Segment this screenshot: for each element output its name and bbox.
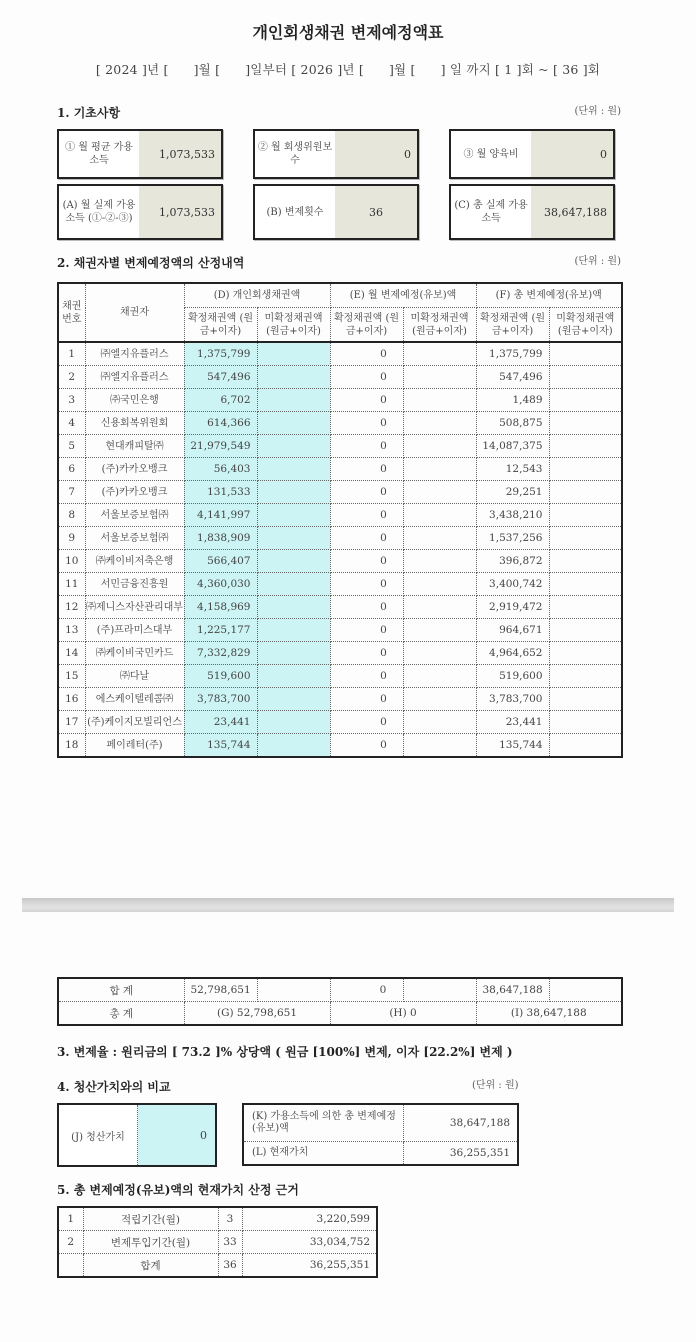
f-confirmed: 14,087,375 [476,435,549,458]
header-F: (F) 총 변제예정(유보)액 [476,283,622,308]
e-unconfirmed [403,412,476,435]
header-D-unconfirmed: 미확정채권액 (원금+이자) [257,308,330,343]
table-row [58,527,622,550]
creditor-name: 신용회복위원회 [85,412,184,435]
f-confirmed: 1,489 [476,389,549,412]
pv-no [58,1254,83,1278]
f-confirmed: 2,919,472 [476,596,549,619]
d-unconfirmed [257,435,330,458]
f-confirmed: 396,872 [476,550,549,573]
e-confirmed: 0 [330,642,403,665]
unit-label-2: (단위 : 원) [574,256,621,267]
e-unconfirmed [403,596,476,619]
f-confirmed: 3,400,742 [476,573,549,596]
header-F-unconfirmed: 미확정채권액 (원금+이자) [549,308,622,343]
f-confirmed: 135,744 [476,734,549,758]
total-I: (I) 38,647,188 [476,1002,622,1026]
f-unconfirmed [549,573,622,596]
pv-amount: 3,220,599 [242,1207,377,1231]
e-unconfirmed [403,389,476,412]
d-confirmed: 614,366 [184,412,257,435]
e-confirmed: 0 [330,481,403,504]
d-unconfirmed [257,366,330,389]
f-confirmed: 12,543 [476,458,549,481]
d-confirmed: 6,702 [184,389,257,412]
table-row [58,573,622,596]
creditor-no: 8 [58,504,85,527]
e-unconfirmed [403,458,476,481]
pv-no: 2 [58,1231,83,1254]
d-unconfirmed [257,412,330,435]
header-no-text: 채권 번호 [62,300,82,325]
creditor-table [57,282,623,758]
subtotal-d-confirmed: 52,798,651 [184,978,257,1002]
section2-heading: 2. 채권자별 변제예정액의 산정내역 [57,256,245,270]
d-unconfirmed [257,389,330,412]
creditor-name: 서민금융진흥원 [85,573,184,596]
e-unconfirmed [403,573,476,596]
child-support-value: 0 [531,131,613,177]
repayment-period: [ 2024 ]년 [ ]월 [ ]일부터 [ 2026 ]년 [ ]월 [ ] 일 까지 [ 1 ]회 ~ [ 36 ]회 [95,62,601,77]
creditor-no: 7 [58,481,85,504]
f-unconfirmed [549,342,622,366]
actual-income-box [57,184,223,240]
f-unconfirmed [549,527,622,550]
repayment-count-label: (B) 변제횟수 [266,206,324,218]
f-unconfirmed [549,688,622,711]
table-row [58,665,622,688]
f-unconfirmed [549,665,622,688]
d-confirmed: 1,838,909 [184,527,257,550]
l-value: 36,255,351 [404,1142,519,1166]
page-break-separator [22,898,674,912]
comparison-table [242,1103,519,1166]
creditor-no: 3 [58,389,85,412]
table-row [58,412,622,435]
d-unconfirmed [257,342,330,366]
creditor-no: 9 [58,527,85,550]
liquidation-value-box [57,1103,217,1167]
d-confirmed: 23,441 [184,711,257,734]
f-confirmed: 1,537,256 [476,527,549,550]
f-unconfirmed [549,458,622,481]
subtotal-d-unconfirmed [257,978,330,1002]
e-unconfirmed [403,435,476,458]
d-unconfirmed [257,458,330,481]
table-row [58,642,622,665]
d-confirmed: 135,744 [184,734,257,758]
creditor-no: 10 [58,550,85,573]
monthly-avg-income-label: ① 월 평균 가용소득 [65,142,133,166]
e-unconfirmed [403,342,476,366]
f-confirmed: 4,964,652 [476,642,549,665]
pv-no: 1 [58,1207,83,1231]
f-unconfirmed [549,412,622,435]
f-confirmed: 519,600 [476,665,549,688]
creditor-name: (주)케이지모빌리언스 [85,711,184,734]
e-unconfirmed [403,366,476,389]
e-confirmed: 0 [330,665,403,688]
total-actual-income-value: 38,647,188 [531,186,613,238]
e-unconfirmed [403,481,476,504]
e-confirmed: 0 [330,550,403,573]
d-confirmed: 3,783,700 [184,688,257,711]
f-confirmed: 29,251 [476,481,549,504]
actual-income-label: (A) 월 실제 가용소득 (①-②-③) [62,200,136,224]
totals-table [57,977,623,1026]
creditor-no: 2 [58,366,85,389]
creditor-no: 17 [58,711,85,734]
e-confirmed: 0 [330,504,403,527]
header-D-confirmed: 확정채권액 (원금+이자) [184,308,257,343]
document-title: 개인회생채권 변제예정액표 [252,23,444,42]
e-confirmed: 0 [330,734,403,758]
creditor-no: 12 [58,596,85,619]
f-unconfirmed [549,389,622,412]
d-confirmed: 56,403 [184,458,257,481]
grand-total-row [58,1002,622,1026]
e-confirmed: 0 [330,435,403,458]
f-unconfirmed [549,734,622,758]
total-actual-income-box [449,184,615,240]
creditor-name: (주)카카오뱅크 [85,458,184,481]
monthly-avg-income-box [57,129,223,179]
repayment-rate-text: 3. 변제율 : 원리금의 [ 73.2 ]% 상당액 ( 원금 [100%] 변제, 이자 [22.2%] 변제 ) [57,1045,513,1059]
e-confirmed: 0 [330,342,403,366]
d-unconfirmed [257,734,330,758]
section5-heading: 5. 총 변제예정(유보)액의 현재가치 산정 근거 [57,1183,299,1197]
e-unconfirmed [403,688,476,711]
f-unconfirmed [549,481,622,504]
d-unconfirmed [257,481,330,504]
e-confirmed: 0 [330,412,403,435]
subtotal-f-unconfirmed [549,978,622,1002]
creditor-no: 14 [58,642,85,665]
header-no [58,283,85,342]
d-confirmed: 4,141,997 [184,504,257,527]
creditor-name: ㈜케이비저축은행 [85,550,184,573]
d-unconfirmed [257,642,330,665]
subtotal-e-unconfirmed [403,978,476,1002]
pv-label: 합계 [83,1254,218,1278]
table-row [58,688,622,711]
creditor-name: ㈜엘지유플러스 [85,342,184,366]
child-support-label: ③ 월 양육비 [463,148,519,160]
actual-income-value: 1,073,533 [139,186,221,238]
d-confirmed: 4,158,969 [184,596,257,619]
subtotal-row [58,978,622,1002]
e-confirmed: 0 [330,389,403,412]
total-H: (H) 0 [330,1002,476,1026]
table-row [58,342,622,366]
e-unconfirmed [403,527,476,550]
e-confirmed: 0 [330,366,403,389]
f-confirmed: 964,671 [476,619,549,642]
table-row [58,711,622,734]
e-unconfirmed [403,642,476,665]
f-confirmed: 547,496 [476,366,549,389]
d-unconfirmed [257,527,330,550]
table-row [58,619,622,642]
unit-label-4: (단위 : 원) [472,1080,519,1091]
creditor-name: (주)프라미스대부 [85,619,184,642]
header-E-unconfirmed: 미확정채권액 (원금+이자) [403,308,476,343]
creditor-no: 15 [58,665,85,688]
l-label: (L) 현재가치 [243,1142,404,1166]
e-unconfirmed [403,550,476,573]
liquidation-value-label: (J) 청산가치 [59,1105,138,1165]
repayment-count-box [253,184,419,240]
pv-months: 36 [218,1254,242,1278]
f-unconfirmed [549,550,622,573]
d-confirmed: 7,332,829 [184,642,257,665]
unit-label-1: (단위 : 원) [574,106,621,117]
total-label: 총 계 [58,1002,184,1026]
repayment-count-value: 36 [335,186,417,238]
f-unconfirmed [549,711,622,734]
d-confirmed: 519,600 [184,665,257,688]
e-confirmed: 0 [330,688,403,711]
creditor-name: 서울보증보험㈜ [85,527,184,550]
pv-row [58,1207,377,1231]
f-confirmed: 1,375,799 [476,342,549,366]
d-unconfirmed [257,596,330,619]
f-unconfirmed [549,366,622,389]
f-unconfirmed [549,504,622,527]
d-confirmed: 1,375,799 [184,342,257,366]
d-confirmed: 4,360,030 [184,573,257,596]
pv-months: 3 [218,1207,242,1231]
e-confirmed: 0 [330,619,403,642]
monthly-avg-income-value: 1,073,533 [139,131,221,177]
e-confirmed: 0 [330,711,403,734]
pv-row [58,1231,377,1254]
d-unconfirmed [257,688,330,711]
e-unconfirmed [403,665,476,688]
subtotal-e-confirmed: 0 [330,978,403,1002]
e-confirmed: 0 [330,458,403,481]
table-row [58,596,622,619]
e-unconfirmed [403,711,476,734]
creditor-no: 16 [58,688,85,711]
total-G: (G) 52,798,651 [184,1002,330,1026]
f-unconfirmed [549,619,622,642]
d-unconfirmed [257,550,330,573]
trustee-fee-label: ② 월 회생위원보수 [257,142,333,166]
e-confirmed: 0 [330,527,403,550]
creditor-no: 11 [58,573,85,596]
d-unconfirmed [257,711,330,734]
header-F-confirmed: 확정채권액 (원금+이자) [476,308,549,343]
d-unconfirmed [257,619,330,642]
creditor-no: 6 [58,458,85,481]
k-value: 38,647,188 [404,1104,519,1142]
section1-heading: 1. 기초사항 [57,106,121,120]
k-row [243,1104,518,1142]
header-creditor: 채권자 [85,283,184,342]
table-row [58,389,622,412]
creditor-name: ㈜제니스자산관리대부 [85,596,184,619]
creditor-no: 4 [58,412,85,435]
e-confirmed: 0 [330,573,403,596]
creditor-name: ㈜국민은행 [85,389,184,412]
d-confirmed: 21,979,549 [184,435,257,458]
e-unconfirmed [403,734,476,758]
table-row [58,435,622,458]
creditor-name: (주)카카오뱅크 [85,481,184,504]
d-confirmed: 566,407 [184,550,257,573]
table-row [58,734,622,758]
trustee-fee-value: 0 [335,131,417,177]
pv-row [58,1254,377,1278]
header-E-confirmed: 확정채권액 (원금+이자) [330,308,403,343]
table-row [58,550,622,573]
creditor-no: 1 [58,342,85,366]
f-confirmed: 3,783,700 [476,688,549,711]
f-unconfirmed [549,435,622,458]
creditor-name: 현대캐피탈㈜ [85,435,184,458]
header-D: (D) 개인회생채권액 [184,283,330,308]
e-unconfirmed [403,619,476,642]
section4-heading: 4. 청산가치와의 비교 [57,1080,171,1094]
d-unconfirmed [257,665,330,688]
creditor-name: 페이레터(주) [85,734,184,758]
f-unconfirmed [549,596,622,619]
subtotal-f-confirmed: 38,647,188 [476,978,549,1002]
table-row [58,481,622,504]
child-support-box [449,129,615,179]
creditor-no: 13 [58,619,85,642]
e-unconfirmed [403,504,476,527]
creditor-name: ㈜다날 [85,665,184,688]
l-row [243,1142,518,1166]
total-actual-income-label: (C) 총 실제 가용소득 [454,200,528,224]
d-confirmed: 131,533 [184,481,257,504]
table-row [58,366,622,389]
d-unconfirmed [257,504,330,527]
pv-label: 변제투입기간(월) [83,1231,218,1254]
pv-months: 33 [218,1231,242,1254]
f-unconfirmed [549,642,622,665]
subtotal-label: 합 계 [58,978,184,1002]
trustee-fee-box [253,129,419,179]
liquidation-value: 0 [138,1105,215,1165]
table-row [58,458,622,481]
creditor-name: 서울보증보험㈜ [85,504,184,527]
present-value-table [57,1206,378,1278]
f-confirmed: 508,875 [476,412,549,435]
f-confirmed: 23,441 [476,711,549,734]
creditor-name: ㈜엘지유플러스 [85,366,184,389]
pv-label: 적립기간(월) [83,1207,218,1231]
pv-amount: 33,034,752 [242,1231,377,1254]
table-row [58,504,622,527]
creditor-no: 5 [58,435,85,458]
header-E: (E) 월 변제예정(유보)액 [330,283,476,308]
d-confirmed: 1,225,177 [184,619,257,642]
f-confirmed: 3,438,210 [476,504,549,527]
k-label: (K) 가용소득에 의한 총 변제예정(유보)액 [243,1104,404,1142]
e-confirmed: 0 [330,596,403,619]
creditor-name: 에스케이텔레콤㈜ [85,688,184,711]
d-confirmed: 547,496 [184,366,257,389]
d-unconfirmed [257,573,330,596]
creditor-name: ㈜케이비국민카드 [85,642,184,665]
pv-amount: 36,255,351 [242,1254,377,1278]
creditor-no: 18 [58,734,85,758]
